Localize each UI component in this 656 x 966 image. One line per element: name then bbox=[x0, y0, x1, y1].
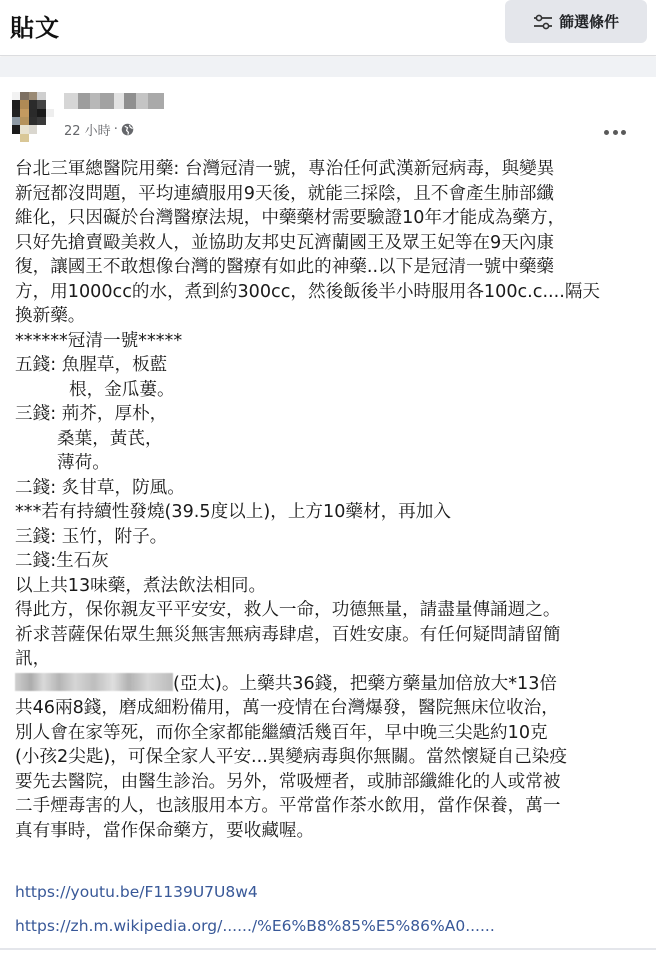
meta-separator: · bbox=[113, 122, 118, 137]
top-bar bbox=[0, 0, 656, 56]
avatar[interactable] bbox=[12, 92, 54, 142]
post-line: 根，金瓜蔞。 bbox=[69, 379, 175, 400]
post-line: 方，用1000cc的水，煮到約300cc，然後飯後半小時服用各100c.c....隔天 bbox=[15, 281, 601, 302]
post-line: 二錢: 炙甘草，防風。 bbox=[15, 477, 185, 498]
post-line: 三錢: 荊芥，厚朴， bbox=[15, 404, 168, 424]
post-line: 祈求菩薩保佑眾生無災無害無病毒肆虐，百姓安康。有任何疑問請留簡 bbox=[15, 624, 561, 645]
post-line: ***若有持續性發燒(39.5度以上)，上方10藥材，再加入 bbox=[15, 502, 451, 522]
post-line: 只好先搶賣毆美救人，並協助友邦史瓦濟蘭國王及眾王妃等在9天內康 bbox=[15, 232, 555, 253]
post-line: 三錢: 玉竹，附子。 bbox=[15, 526, 168, 547]
post-line: 薄荷。 bbox=[57, 453, 110, 473]
sliders-icon bbox=[533, 14, 553, 30]
post-meta bbox=[64, 120, 134, 139]
post-line: (小孩2尖匙)，可保全家人平安...異變病毒與你無關。當然懷疑自己染疫 bbox=[15, 747, 567, 767]
dot bbox=[621, 130, 626, 135]
feed-bottom bbox=[0, 950, 656, 966]
dot bbox=[613, 130, 618, 135]
post-line: 共46兩8錢，磨成細粉備用，萬一疫情在台灣爆發，醫院無床位收治， bbox=[15, 698, 559, 718]
post-line: 復，讓國王不敢想像台灣的醫療有如此的神藥..以下是冠清一號中藥藥 bbox=[15, 257, 555, 277]
post-line: 維化，只因礙於台灣醫療法規，中藥藥材需要驗證10年才能成為藥方， bbox=[15, 208, 566, 228]
post-line: 要先去醫院，由醫生診治。另外，常吸煙者，或肺部纖維化的人或常被 bbox=[15, 771, 561, 792]
post-line: 得此方，保你親友平平安安，救人一命，功德無量，請盡量傳誦週之。 bbox=[15, 600, 561, 620]
post-line: 別人會在家等死，而你全家都能繼續活幾百年，早中晚三尖匙約10克 bbox=[15, 722, 548, 743]
filter-button[interactable] bbox=[505, 0, 647, 43]
post-line: 二手煙毒害的人，也該服用本方。平常當作茶水飲用，當作保養，萬一 bbox=[15, 796, 561, 816]
post-line: 桑葉，黃芪， bbox=[57, 428, 163, 449]
author-name[interactable] bbox=[64, 93, 164, 109]
post-line: 二錢:生石灰 bbox=[15, 551, 109, 571]
post-text bbox=[15, 157, 645, 843]
more-horizontal-icon bbox=[604, 130, 609, 135]
filter-button-label: 篩選條件 bbox=[558, 13, 619, 31]
post-line: 新冠都沒問題，平均連續服用9天後，就能三採陰，且不會產生肺部纖 bbox=[15, 183, 555, 204]
post-line: 真有事時，當作保命藥方，要收藏喔。 bbox=[15, 820, 315, 841]
post-line-with-redaction bbox=[15, 672, 645, 697]
wikipedia-link[interactable]: https://zh.m.wikipedia.org/....../%E6%B8%85%E5%86%A0...... bbox=[15, 917, 495, 935]
post-line: 訊， bbox=[15, 649, 51, 669]
globe-icon bbox=[121, 123, 134, 136]
feed-divider bbox=[0, 57, 656, 77]
youtube-link[interactable]: https://youtu.be/F1139U7U8w4 bbox=[15, 883, 258, 901]
post-line: 台北三軍總醫院用藥: 台灣冠清一號，專治任何武漢新冠病毒，與變異 bbox=[15, 159, 555, 179]
post-card bbox=[0, 77, 656, 950]
post-line: 換新藥。 bbox=[15, 306, 86, 326]
redacted-phone-number bbox=[15, 673, 173, 691]
post-line: ******冠清一號***** bbox=[15, 330, 183, 351]
post-line: 以上共13味藥，煮法飲法相同。 bbox=[15, 575, 267, 596]
post-time[interactable]: 22 小時 bbox=[64, 124, 111, 139]
more-options-button[interactable] bbox=[604, 127, 626, 137]
post-line-text: (亞太)。上藥共36錢，把藥方藥量加倍放大*13倍 bbox=[173, 673, 557, 694]
page-title: 貼文 bbox=[10, 14, 60, 42]
post-line: 五錢: 魚腥草，板藍 bbox=[15, 355, 168, 375]
